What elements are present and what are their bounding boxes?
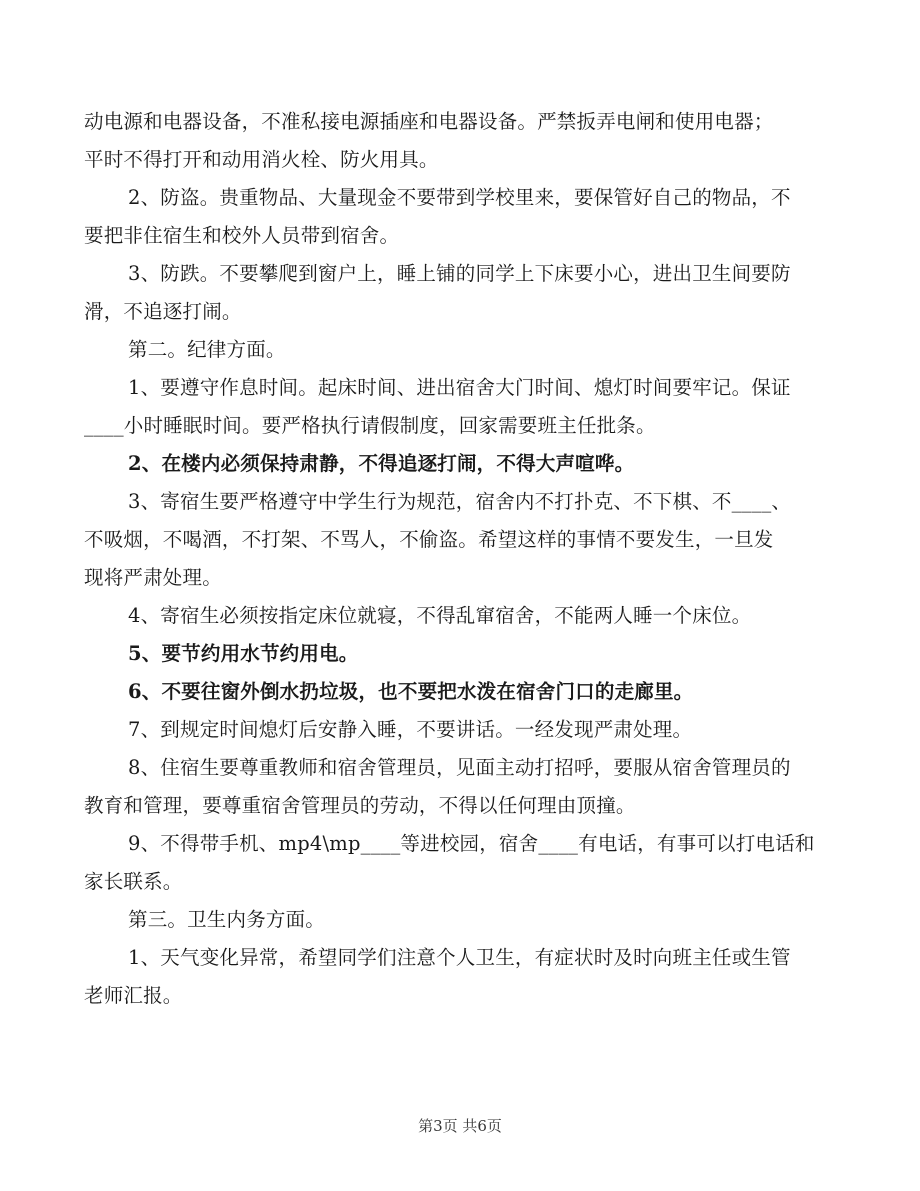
text-line: 动电源和电器设备，不准私接电源插座和电器设备。严禁扳弄电闸和使用电器； [84,110,774,133]
text-line: 要把非住宿生和校外人员带到宿舍。 [84,224,400,247]
text-line: 3、寄宿生要严格遵守中学生行为规范，宿舍内不打扑克、不下棋、不____、 [128,490,792,513]
text-line: 老师汇报。 [84,984,183,1007]
text-line: 滑，不追逐打闹。 [84,300,242,323]
text-line: 2、防盗。贵重物品、大量现金不要带到学校里来，要保管好自己的物品，不 [128,186,791,209]
text-line-bold: 6、不要往窗外倒水扔垃圾，也不要把水泼在宿舍门口的走廊里。 [128,680,694,703]
text-line: 7、到规定时间熄灯后安静入睡，不要讲话。一经发现严肃处理。 [128,718,693,741]
text-line: ____小时睡眠时间。要严格执行请假制度，回家需要班主任批条。 [84,414,656,437]
text-line: 现将严肃处理。 [84,566,222,589]
text-line: 1、天气变化异常，希望同学们注意个人卫生，有症状时及时向班主任或生管 [128,946,791,969]
text-line: 9、不得带手机、mp4\mp____等进校园，宿舍____有电话，有事可以打电话和 [128,832,815,855]
text-line: 1、要遵守作息时间。起床时间、进出宿舍大门时间、熄灯时间要牢记。保证 [128,376,791,399]
page-number-footer: 第3页 共6页 [418,1117,502,1135]
text-line: 平时不得打开和动用消火栓、防火用具。 [84,148,439,171]
text-line: 8、住宿生要尊重教师和宿舍管理员，见面主动打招呼，要服从宿舍管理员的 [128,756,791,779]
text-line: 教育和管理，要尊重宿舍管理员的劳动，不得以任何理由顶撞。 [84,794,636,817]
text-line: 家长联系。 [84,870,183,893]
section-heading: 第二。纪律方面。 [128,338,286,361]
section-heading: 第三。卫生内务方面。 [128,908,326,931]
text-line: 4、寄宿生必须按指定床位就寝，不得乱窜宿舍，不能两人睡一个床位。 [128,604,752,627]
text-line: 3、防跌。不要攀爬到窗户上，睡上铺的同学上下床要小心，进出卫生间要防 [128,262,791,285]
text-line-bold: 5、要节约用水节约用电。 [128,642,359,665]
text-line: 不吸烟，不喝酒，不打架、不骂人，不偷盗。希望这样的事情不要发生，一旦发 [84,528,774,551]
document-body [84,103,844,1015]
text-line-bold: 2、在楼内必须保持肃静，不得追逐打闹，不得大声喧哗。 [128,452,635,475]
